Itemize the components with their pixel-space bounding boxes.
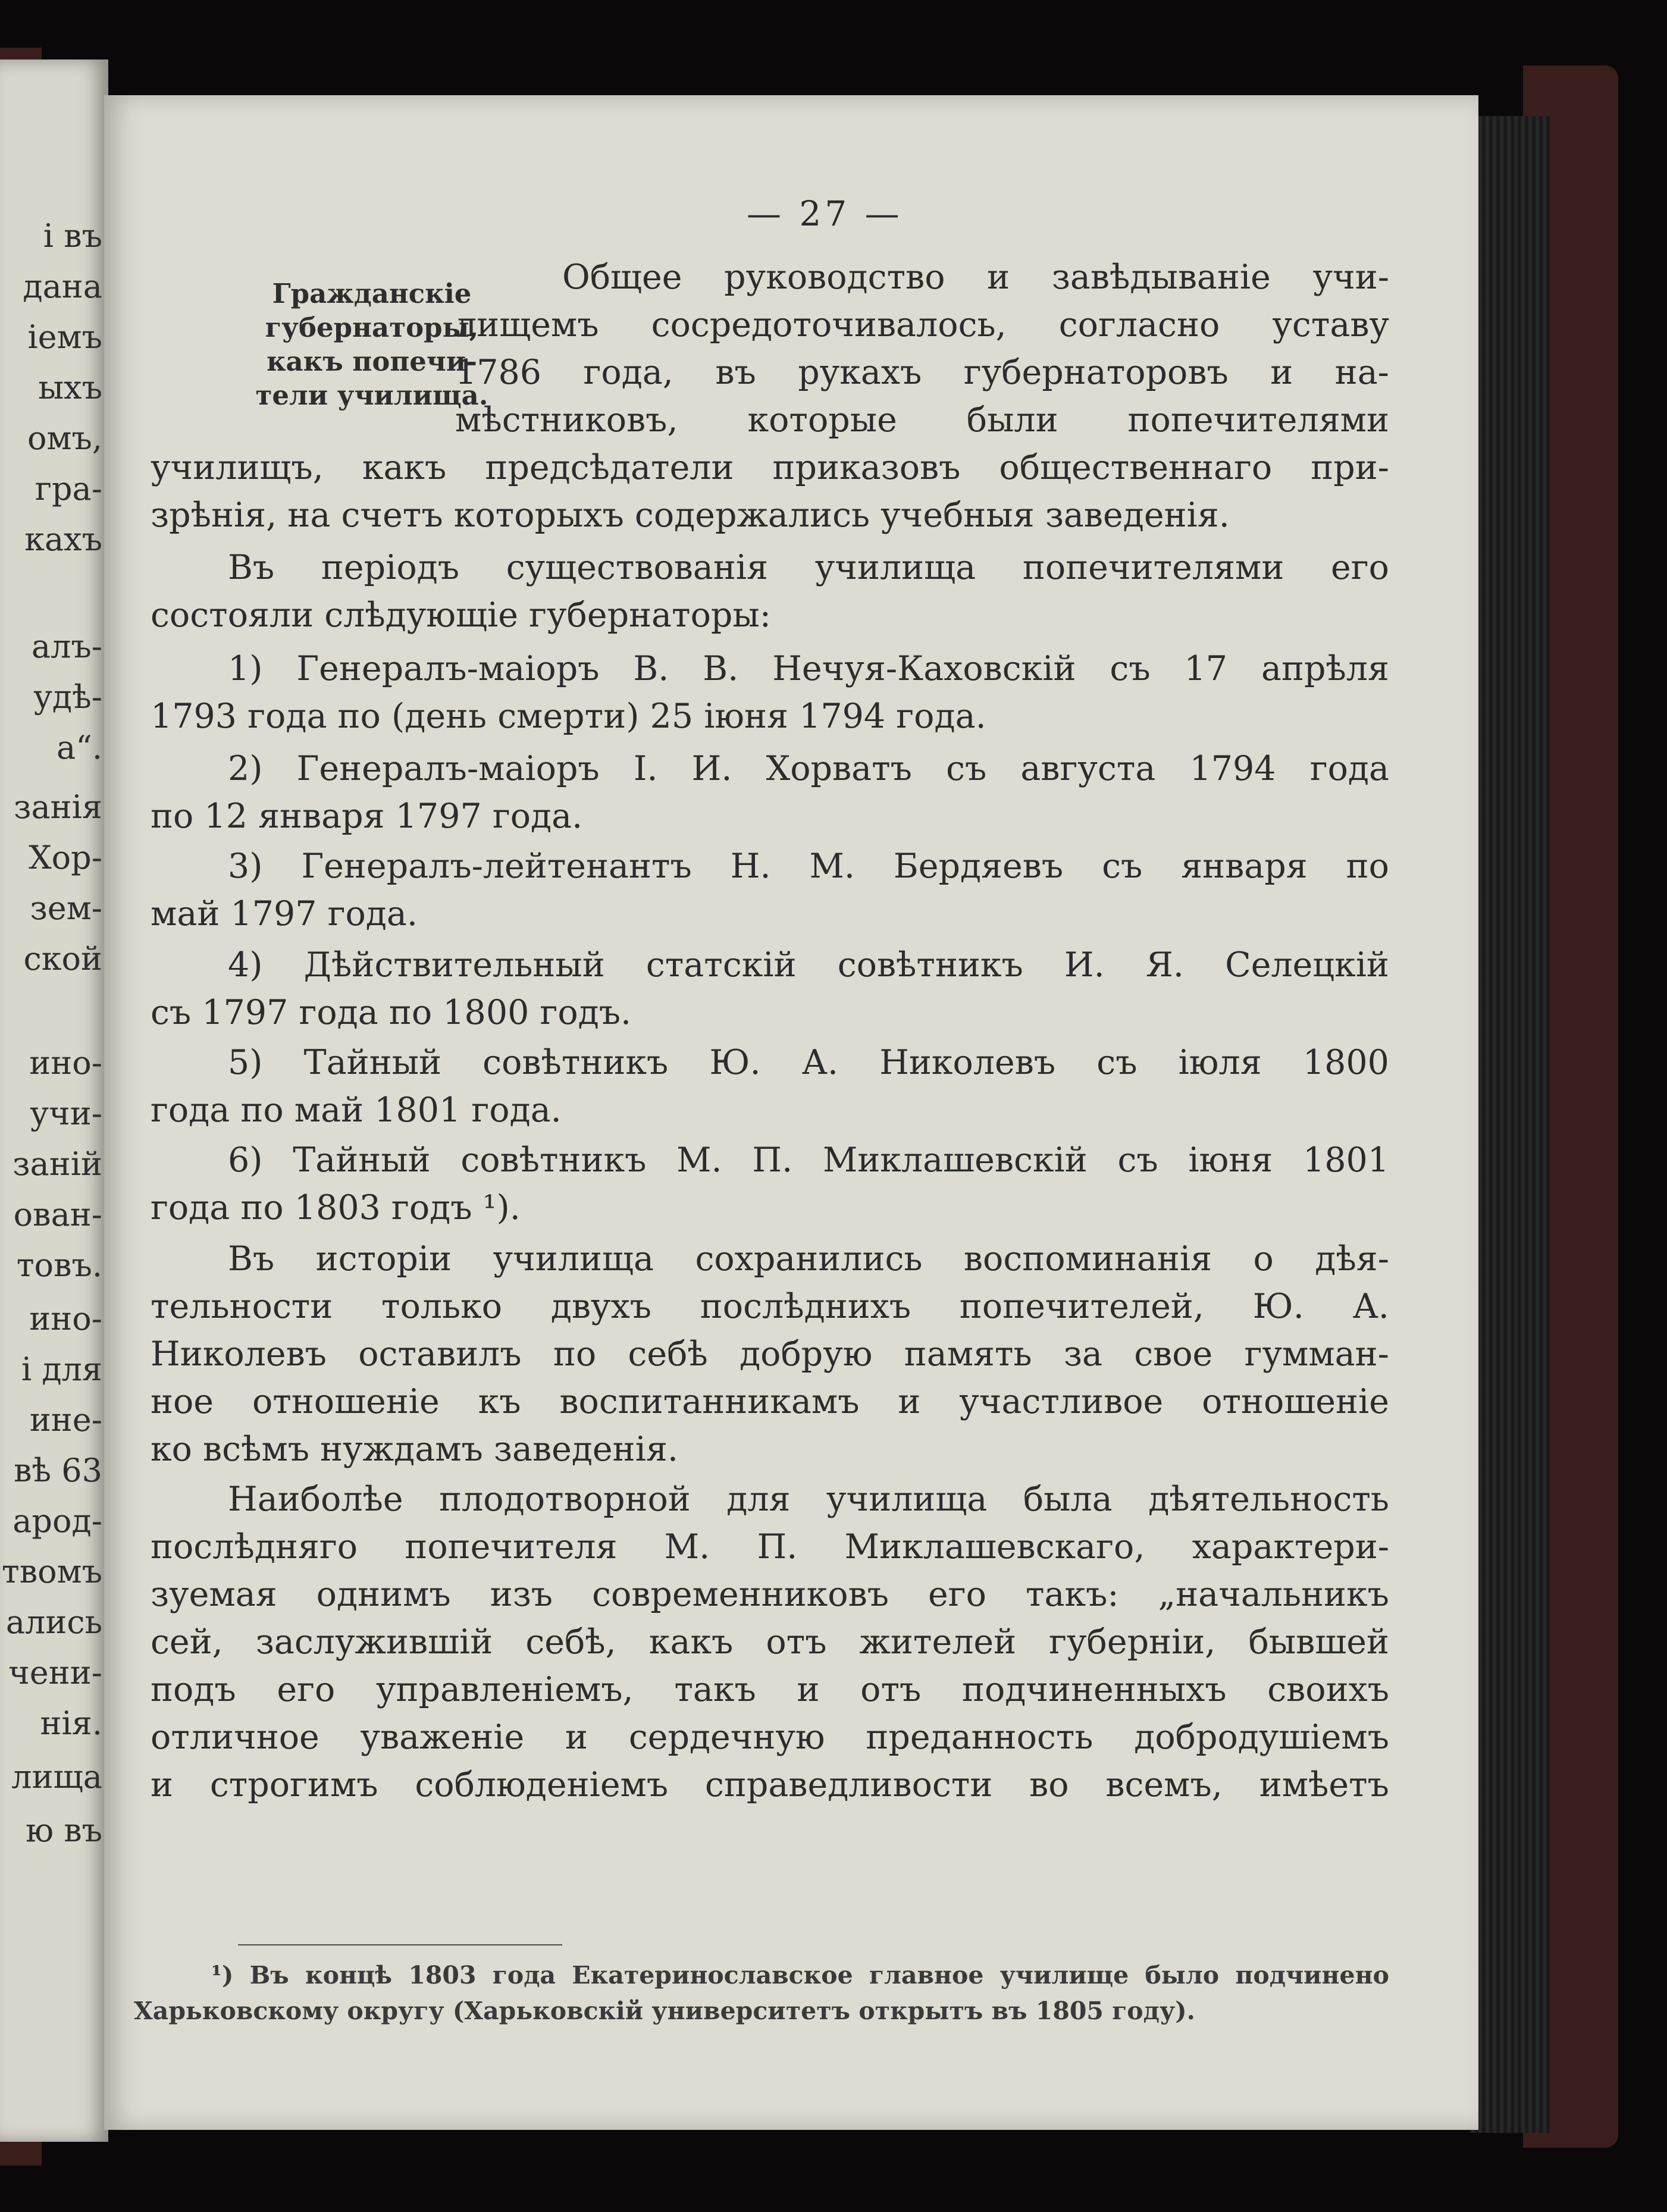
text-line: зуемая однимъ изъ современниковъ его такъ: „начальникъ [151, 1575, 1389, 1614]
page-edges [1469, 116, 1550, 2133]
previous-page-text: ской [23, 940, 102, 977]
text-line: 1793 года по (день смерти) 25 іюня 1794 года. [151, 697, 986, 736]
text-line: май 1797 года. [151, 894, 418, 933]
text-line: съ 1797 года по 1800 годъ. [151, 993, 632, 1032]
previous-page-text: гра- [35, 470, 102, 507]
side-heading-line: тели училища. [255, 380, 488, 411]
footnote-rule [238, 1944, 562, 1945]
previous-page-text: ино- [29, 1044, 102, 1082]
book-page [104, 95, 1478, 2130]
text-line: и строгимъ соблюденіемъ справедливости во всемъ, имѣетъ [151, 1765, 1389, 1804]
text-line: Въ исторіи училища сохранились воспоминанія о дѣя- [228, 1239, 1389, 1279]
previous-page-text: ине- [29, 1401, 102, 1439]
previous-page-text: кахъ [24, 521, 102, 558]
text-line: года по 1803 годъ ¹). [151, 1188, 521, 1227]
previous-page-text: омъ, [27, 419, 102, 457]
page-number: — 27 — [747, 193, 903, 234]
text-line: состояли слѣдующіе губернаторы: [151, 596, 771, 635]
text-line: 1786 года, въ рукахъ губернаторовъ и на- [455, 353, 1389, 392]
previous-page-text: Хор- [29, 839, 102, 876]
side-heading-line: Гражданскіе [272, 278, 472, 309]
text-line: послѣдняго попечителя М. П. Миклашевскаго, характери- [151, 1527, 1389, 1566]
previous-page-text: чени- [8, 1654, 102, 1691]
previous-page-text: заній [12, 1145, 102, 1183]
text-line: 5) Тайный совѣтникъ Ю. А. Николевъ съ іюля 1800 [228, 1043, 1389, 1082]
text-line: лищемъ сосредоточивалось, согласно уставу [455, 305, 1389, 344]
footnote-line: ¹) Въ концѣ 1803 года Екатеринославское главное училище было подчинено [211, 1961, 1389, 1989]
text-line: сей, заслужившій себѣ, какъ отъ жителей губерніи, бывшей [151, 1622, 1389, 1662]
text-line: зрѣнія, на счетъ которыхъ содержались учебныя заведенія. [151, 496, 1230, 535]
previous-page-text: ыхъ [38, 369, 102, 406]
previous-page-text: ино- [29, 1300, 102, 1337]
previous-page-text: зем- [30, 889, 102, 927]
text-line: мѣстниковъ, которые были попечителями [455, 400, 1389, 440]
previous-page-text: алъ- [31, 628, 102, 665]
previous-page-text: дана [23, 268, 102, 305]
side-heading-line: губернаторы, [265, 312, 479, 343]
text-line: по 12 января 1797 года. [151, 797, 583, 836]
previous-page-text: арод- [12, 1502, 102, 1540]
text-line: подъ его управленіемъ, такъ и отъ подчиненныхъ своихъ [151, 1670, 1389, 1709]
previous-page-text: твомъ [1, 1553, 102, 1590]
previous-page-text: учи- [30, 1095, 102, 1132]
previous-page-text: ю въ [26, 1812, 102, 1849]
previous-page-text: товъ. [16, 1246, 102, 1284]
footnote-line: Харьковскому округу (Харьковскій университетъ открытъ въ 1805 году). [134, 1997, 1195, 2025]
text-line: ное отношеніе къ воспитанникамъ и участливое отношеніе [151, 1382, 1389, 1421]
previous-page-text: занія [14, 788, 102, 826]
text-line: 4) Дѣйствительный статскій совѣтникъ И. Я. Селецкій [228, 945, 1389, 985]
previous-page-text: нія. [40, 1705, 102, 1742]
text-line: 3) Генералъ-лейтенантъ Н. М. Бердяевъ съ января по [228, 847, 1389, 886]
text-line: Наиболѣе плодотворной для училища была дѣятельность [228, 1480, 1389, 1519]
previous-page-text: ован- [13, 1196, 102, 1233]
side-heading-line: какъ попечи- [267, 346, 477, 377]
text-line: 6) Тайный совѣтникъ М. П. Миклашевскій съ іюня 1801 [228, 1141, 1389, 1180]
previous-page-text: іемъ [27, 318, 102, 356]
previous-page-text: лища [11, 1758, 102, 1796]
text-line: 1) Генералъ-маіоръ В. В. Нечуя-Каховскій съ 17 апрѣля [228, 649, 1389, 688]
previous-page-text: ались [5, 1603, 102, 1641]
text-line: Общее руководство и завѣдываніе учи- [562, 258, 1389, 297]
previous-page-text: вѣ 63 [14, 1452, 102, 1489]
text-line: Николевъ оставилъ по себѣ добрую память за свое гумман- [151, 1334, 1389, 1374]
text-line: Въ періодъ существованія училища попечителями его [228, 548, 1389, 587]
text-line: отличное уваженіе и сердечную преданность добродушіемъ [151, 1718, 1389, 1757]
previous-page-fragment [0, 59, 108, 2142]
text-line: 2) Генералъ-маіоръ І. И. Хорватъ съ августа 1794 года [228, 749, 1389, 788]
text-line: училищъ, какъ предсѣдатели приказовъ общественнаго при- [151, 448, 1389, 487]
text-line: ко всѣмъ нуждамъ заведенія. [151, 1430, 678, 1469]
text-line: года по май 1801 года. [151, 1091, 562, 1130]
text-line: тельности только двухъ послѣднихъ попечителей, Ю. А. [151, 1287, 1389, 1326]
previous-page-text: і для [21, 1351, 102, 1388]
previous-page-text: і въ [43, 217, 102, 255]
previous-page-text: удѣ- [33, 678, 102, 716]
previous-page-text: а“. [57, 729, 102, 766]
